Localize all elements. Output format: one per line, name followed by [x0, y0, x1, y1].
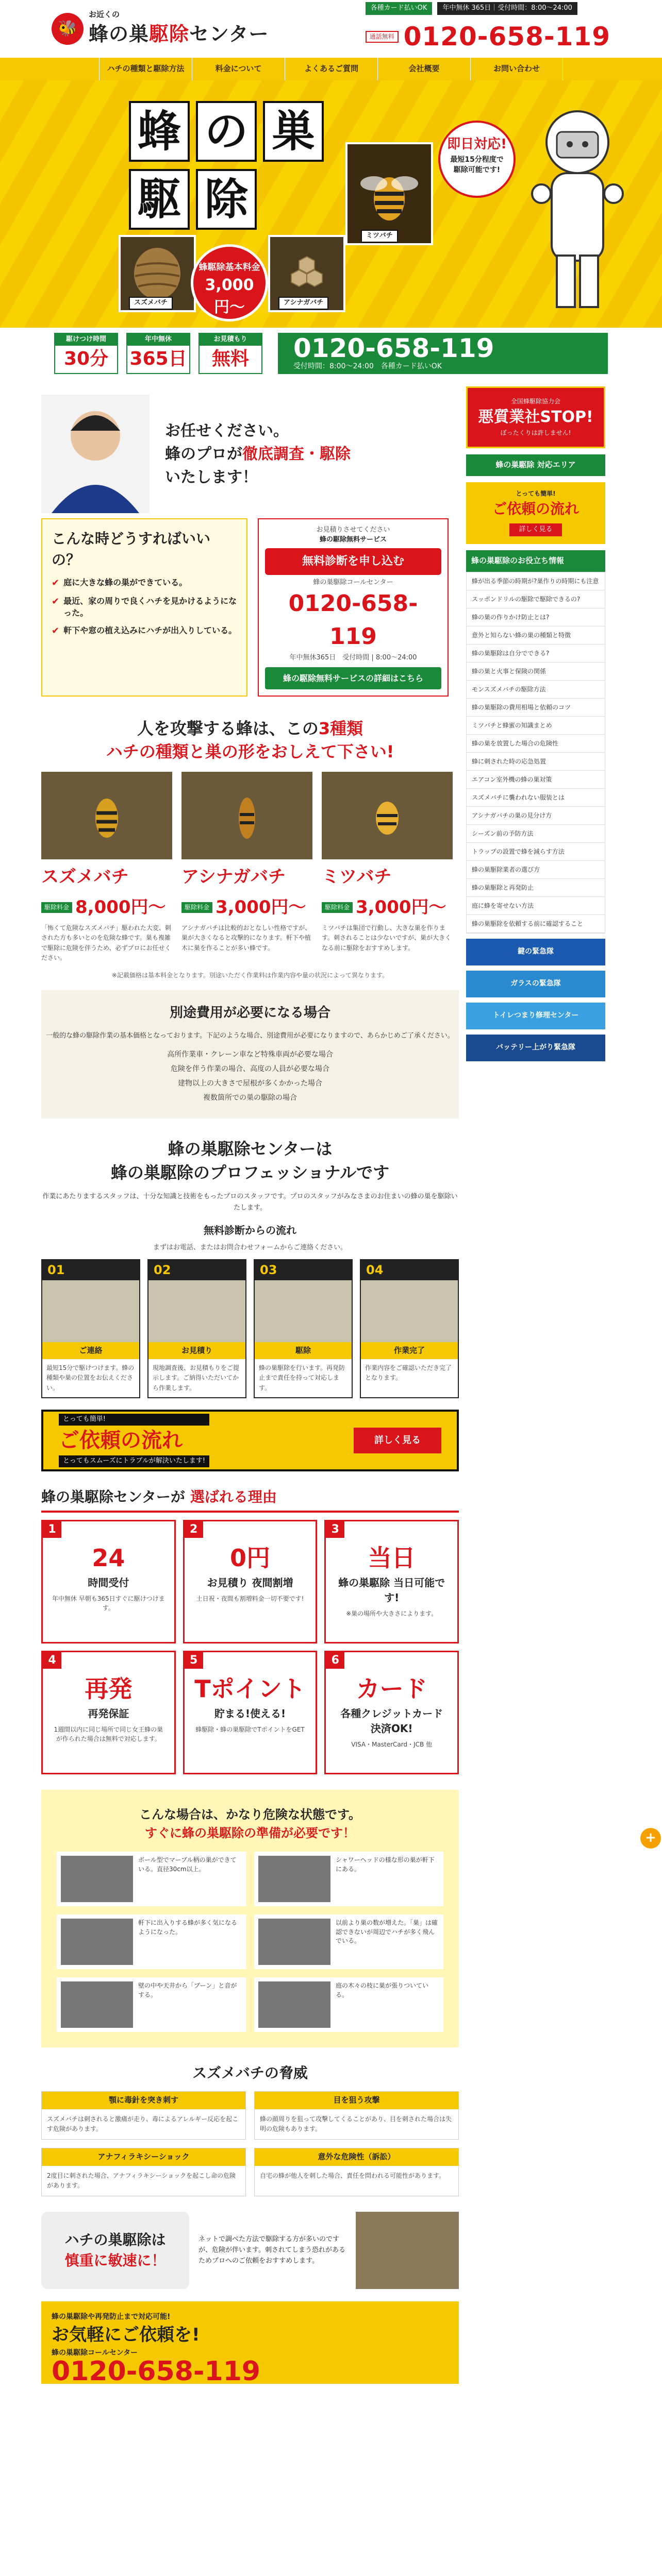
- info-strip: [0, 328, 662, 379]
- threat-title: スズメバチの脅威: [192, 2064, 308, 2082]
- extra-cost-title: 別途費用が必要になる場合: [169, 1005, 330, 1021]
- side-partner-banner[interactable]: 鍵の緊急隊: [466, 939, 605, 965]
- estimate-value: 無料: [211, 348, 249, 370]
- bottom-cta-center: 蜂の巣駆除コールセンター: [52, 2348, 138, 2357]
- price-tag: 駆除料金: [41, 902, 72, 913]
- side-article-link[interactable]: エアコン室外機の蜂の巣対策: [467, 771, 605, 789]
- careful-section: [41, 2212, 459, 2289]
- honeybee-card-photo: [322, 772, 453, 859]
- side-article-link[interactable]: スズメバチに襲われない服装とは: [467, 789, 605, 807]
- bee-types-heading: 人を攻撃する蜂は、この3種類 ハチの種類と巣の形をおしえて下さい!: [106, 719, 394, 761]
- estimate-label: お見積もり: [200, 334, 261, 346]
- worker-illustration: [526, 101, 629, 317]
- side-article-link[interactable]: 蜂の巣駆除の費用相場と依頼のコツ: [467, 699, 605, 717]
- arrival-time-value: 30分: [63, 348, 109, 370]
- side-banner-small: 全国蜂駆除協力会: [510, 397, 560, 405]
- bee-price: 8,000円〜: [75, 896, 166, 918]
- sidebar: [466, 379, 605, 2384]
- side-article-link[interactable]: 蜂の巣駆除を依頼する前に確認すること: [467, 915, 605, 933]
- side-partner-banner[interactable]: トイレつまり修理センター: [466, 1003, 605, 1029]
- price-note: ※記載価格は基本料金となります。別途いただく作業料は作業内容や量の状況によって異なります。: [111, 971, 389, 979]
- step-photo: [361, 1280, 458, 1342]
- open-days-box: [126, 333, 190, 374]
- hero-bee-label: アシナガバチ: [278, 297, 328, 310]
- intro-section: [41, 379, 459, 518]
- side-stop-banner[interactable]: [466, 386, 605, 448]
- request-flow-banner[interactable]: [41, 1410, 459, 1471]
- side-flow-button[interactable]: 詳しく見る: [509, 523, 561, 536]
- price-tag: 駆除料金: [322, 902, 353, 913]
- same-day-sub: 最短15分程度で: [450, 155, 504, 164]
- reason-card: 5 Tポイント 貯まる!使える! 蜂駆除・蜂の巣駆除でTポイントをGET: [183, 1651, 318, 1774]
- step-photo: [42, 1280, 139, 1342]
- call-center-label: 蜂の巣駆除コールセンター: [313, 578, 393, 586]
- hero-bee-label: スズメバチ: [129, 297, 173, 310]
- bee-cards: [41, 772, 459, 963]
- nest-photo: [258, 1919, 330, 1965]
- hornet-photo: [41, 772, 172, 859]
- step-photo: [255, 1280, 352, 1342]
- page-top-button[interactable]: +: [640, 1828, 661, 1849]
- hero-char: 駆: [129, 169, 190, 230]
- intro-highlight: 徹底調査・駆除: [242, 445, 351, 463]
- danger-item: 以前より巣の数が増えた。「巣」は確認できないが周辺でハチが多く飛んでいる。: [254, 1914, 443, 1969]
- banner-sub2: とってもスムーズにトラブルが解決いたします!: [59, 1455, 209, 1467]
- nav-item-faq[interactable]: よくあるご質問: [285, 58, 377, 80]
- hero-char: 除: [196, 169, 257, 230]
- same-day-sub2: 駆除可能です!: [453, 165, 501, 174]
- side-article-link[interactable]: モンスズメバチの駆除方法: [467, 681, 605, 699]
- cta-service: 蜂の駆除無料サービス: [319, 535, 387, 544]
- careful-text: ネットで調べた方法で駆除する方が多いのですが、危険が伴います。刺されてしまう恐れがあるためプロへのご依頼をおすすめします。: [198, 2235, 345, 2265]
- cta-label: お見積りさせてください: [316, 526, 390, 534]
- base-price-label: 蜂駆除基本料金: [198, 262, 260, 273]
- bee-logo-icon: 🐝: [52, 13, 84, 45]
- intro-line: いたします！: [165, 468, 258, 486]
- side-article-link[interactable]: 蜂の巣の作りかけ防止とは?: [467, 608, 605, 626]
- bee-desc: アシナガバチは比較的おとなしい性格ですが、巣が大きくなると攻撃的になります。軒下や植木に巣を作ることが多い蜂です。: [181, 924, 311, 952]
- careful-box: ハチの巣駆除は 慎重に敏速に！: [41, 2212, 189, 2289]
- danger-item: 軒下に出入りする蜂が多く気になるようになった。: [57, 1914, 246, 1969]
- side-article-link[interactable]: 蜂の巣を放置した場合の危険性: [467, 735, 605, 753]
- danger-title: こんな場合は、かなり危険な状態です。 すぐに蜂の巣駆除の準備が必要です！: [139, 1807, 361, 1841]
- danger-item: 壁の中や天井から「ブーン」と音がする。: [57, 1977, 246, 2032]
- reason-card: 2 0円 お見積り 夜間割増 土日祝・夜間も割増料金一切不要です!: [183, 1520, 318, 1643]
- site-logo[interactable]: [52, 9, 269, 49]
- cta-phone-number[interactable]: 0120-658-119: [288, 590, 418, 650]
- side-article-link[interactable]: 蜂の巣駆除は自分でできる?: [467, 645, 605, 663]
- cta-hours: 年中無休365日 受付時間 | 8:00〜24:00: [289, 654, 417, 662]
- hero-bee-label: ミツバチ: [361, 230, 398, 243]
- nav-item-company[interactable]: 会社概要: [377, 58, 470, 80]
- free-estimate-box: [258, 518, 449, 697]
- worry-item: ✔ 庭に大きな蜂の巣ができている。: [52, 577, 237, 590]
- threat-grid: [41, 2091, 459, 2196]
- bee-name: スズメバチ: [41, 866, 129, 887]
- global-nav: [0, 58, 662, 80]
- worry-box: [41, 518, 247, 697]
- side-article-link[interactable]: シーズン前の予防方法: [467, 825, 605, 843]
- side-article-link[interactable]: 蜂が出る季節の時期が?巣作りの時期にも注意: [467, 572, 605, 590]
- intro-line: お任せください。: [165, 421, 289, 440]
- side-area-link[interactable]: 蜂の巣駆除 対応エリア: [466, 454, 605, 476]
- side-article-link[interactable]: ミツバチと蜂蜜の知識まとめ: [467, 717, 605, 735]
- threat-card: 顎に毒針を突き刺す スズメバチは刺されると激痛が走り、毒によるアレルギー反応を起こす危険があります。: [41, 2091, 246, 2140]
- nest-photo: [61, 1919, 133, 1965]
- bee-name: アシナガバチ: [181, 866, 286, 887]
- side-flow-banner[interactable]: [466, 482, 605, 544]
- side-partner-banner[interactable]: バッテリー上がり緊急隊: [466, 1035, 605, 1061]
- danger-item: 庭の木々の枝に巣が張りついている。: [254, 1977, 443, 2032]
- danger-item: シャワーヘッドの様な形の巣が軒下にある。: [254, 1852, 443, 1906]
- arrival-time-label: 駆けつけ時間: [55, 334, 117, 346]
- nest-photo: [258, 1981, 330, 2028]
- reasons-section: [41, 1487, 459, 1775]
- flow-step: 02 お見積り 現地調査後、お見積もりをご提示します。ご納得いただいてから作業します。: [147, 1259, 246, 1398]
- main-content: [0, 379, 459, 2387]
- flow-step: 04 作業完了 作業内容をご確認いただき完了となります。: [360, 1259, 459, 1398]
- flow-steps: [41, 1259, 459, 1398]
- threat-card: 意外な危険性（訴訟） 自宅の蜂が他人を刺した場合、責任を問われる可能性があります。: [254, 2148, 459, 2196]
- intro-text: [165, 419, 351, 489]
- nav-item-price[interactable]: 料金について: [192, 58, 285, 80]
- header-phone[interactable]: [366, 18, 610, 56]
- side-flow-title: ご依頼の流れ: [492, 500, 579, 517]
- danger-section: [41, 1790, 459, 2047]
- nest-photo: [258, 1856, 330, 1902]
- flow-heading: 無料診断からの流れ: [204, 1224, 296, 1236]
- extra-cost-item: 高所作業車・クレーン車など特殊車両が必要な場合: [167, 1050, 333, 1059]
- reason-card: 1 24 時間受付 年中無休 早朝も365日すぐに駆けつけます。: [41, 1520, 176, 1643]
- nest-photo: [356, 2212, 459, 2289]
- reasons-heading: 蜂の巣駆除センターが 選ばれる理由: [41, 1487, 459, 1513]
- side-article-link[interactable]: スッポンドリルの駆除で駆除できるの?: [467, 590, 605, 608]
- extra-cost-section: [41, 990, 459, 1118]
- flow-step: 01 ご連絡 最短15分で駆けつけます。蜂の種類や巣の位置をお伝えください。: [41, 1259, 140, 1398]
- strip-phone-sub: 受付時間：8:00〜24:00 各種カード払いOK: [293, 362, 442, 370]
- header-phone-number[interactable]: 0120-658-119: [403, 22, 610, 52]
- threat-card: 目を狙う攻撃 蜂の顔周りを狙って攻撃してくることがあり、目を刺された場合は失明の危険もあります。: [254, 2091, 459, 2140]
- same-day-badge: [438, 121, 516, 198]
- bee-name: ミツバチ: [322, 866, 392, 887]
- apply-free-diagnosis-button[interactable]: 無料診断を申し込む: [265, 548, 441, 575]
- site-header: [0, 0, 662, 58]
- side-article-link[interactable]: 蜂に刺された時の応急処置: [467, 753, 605, 771]
- side-article-link[interactable]: 意外と知らない蜂の巣の種類と特徴: [467, 626, 605, 645]
- hero-char: の: [196, 101, 257, 162]
- extra-cost-item: 危険を伴う作業の場合、高度の人員が必要な場合: [171, 1064, 329, 1073]
- worry-section: [41, 518, 459, 697]
- nest-photo: [61, 1856, 133, 1902]
- banner-title: ご依頼の流れ: [59, 1428, 183, 1452]
- flow-step: 03 駆除 蜂の巣駆除を行います。再発防止まで責任を持って対応します。: [254, 1259, 353, 1398]
- hero-title: [108, 101, 325, 237]
- paper-wasp-photo: [181, 772, 312, 859]
- bottom-cta-label: 蜂の巣駆除や再発防止まで対応可能!: [52, 2313, 171, 2321]
- free-call-label: 通話無料: [366, 31, 399, 42]
- check-icon: ✔: [52, 578, 60, 589]
- side-flow-small: とっても簡単!: [516, 490, 556, 498]
- estimate-box: [198, 333, 262, 374]
- same-day-title: 即日対応!: [447, 137, 507, 152]
- nav-item-bee-types[interactable]: ハチの種類と駆除方法: [99, 58, 192, 80]
- bee-price: 3,000円〜: [356, 896, 446, 918]
- nav-item-contact[interactable]: お問い合わせ: [470, 58, 563, 80]
- danger-item: ボール型でマーブル柄の巣ができている。直径30cm以上。: [57, 1852, 246, 1906]
- bottom-cta-phone[interactable]: 0120-658-119: [52, 2356, 260, 2387]
- bee-card-suzumebachi[interactable]: [41, 772, 172, 963]
- logo-small-text: お近くの: [89, 9, 120, 19]
- step-photo: [148, 1280, 245, 1342]
- reason-card: 3 当日 蜂の巣駆除 当日可能です! ※巣の場所や大きさによります。: [324, 1520, 459, 1643]
- side-article-link[interactable]: 庭に蜂を寄せない方法: [467, 897, 605, 915]
- hero-char: 蜂: [129, 101, 190, 162]
- extra-cost-item: 複数箇所での巣の駆除の場合: [203, 1093, 297, 1102]
- price-tag: 駆除料金: [181, 902, 212, 913]
- strip-phone-number: 0120-658-119: [293, 333, 494, 363]
- logo-title: 蜂の巣駆除センター: [89, 23, 269, 46]
- side-partner-banner[interactable]: ガラスの緊急隊: [466, 971, 605, 997]
- side-list-heading: 蜂の巣駆除のお役立ち情報: [466, 550, 605, 572]
- bee-desc: ミツバチは集団で行動し、大きな巣を作ります。刺されることは少ないですが、巣が大きくなる前に駆除をおすすめします。: [322, 924, 452, 952]
- base-price-badge: [191, 244, 268, 321]
- arrival-time-box: [54, 333, 118, 374]
- extra-cost-item: 建物以上の大きさで屋根が多くかかった場合: [178, 1079, 322, 1088]
- check-icon: ✔: [52, 596, 60, 607]
- staff-photo: [41, 395, 150, 513]
- open-days-value: 365日: [129, 348, 187, 370]
- banner-sub: とっても簡単!: [59, 1414, 209, 1426]
- side-article-link[interactable]: トラップの設置で蜂を減らす方法: [467, 843, 605, 861]
- bottom-cta[interactable]: [41, 2301, 459, 2387]
- card-ok-tag: 各種カード払いOK: [366, 2, 433, 15]
- bee-card-mitsubachi[interactable]: [322, 772, 453, 963]
- hero-section: [0, 80, 662, 328]
- check-icon: ✔: [52, 625, 60, 636]
- pro-title: 蜂の巣駆除センターは 蜂の巣駆除のプロフェッショナルです: [110, 1139, 390, 1183]
- bee-card-ashinagabachi[interactable]: [181, 772, 312, 963]
- bottom-cta-title: お気軽にご依頼を!: [52, 2324, 200, 2345]
- side-banner-sub: ぼったくりは許しません!: [500, 429, 571, 436]
- nest-photo: [61, 1981, 133, 2028]
- hours-tag: 年中無休 365日｜受付時間：8:00〜24:00: [437, 2, 577, 15]
- reason-card: 6 カード 各種クレジットカード 決済OK! VISA・MasterCard・JCB 他: [324, 1651, 459, 1774]
- intro-line: 蜂のプロが: [165, 445, 242, 463]
- extra-cost-lead: 一般的な蜂の駆除作業の基本価格となっております。下記のような場合、別途費用が必要になりますので、あらかじめご了承ください。: [46, 1032, 454, 1040]
- strip-phone-button[interactable]: [278, 333, 608, 374]
- side-article-link[interactable]: 蜂の巣駆除と再発防止: [467, 879, 605, 897]
- side-article-link[interactable]: アシナガバチの巣の見分け方: [467, 807, 605, 825]
- bee-price: 3,000円〜: [216, 896, 306, 918]
- open-days-label: 年中無休: [127, 334, 189, 346]
- threat-card: アナフィラキシーショック 2度目に刺された場合、アナフィラキシーショックを起こし命の危険があります。: [41, 2148, 246, 2196]
- pro-desc: 作業にあたりまするスタッフは、十分な知識と技術をもったプロのスタッフです。プロのスタッフがみなさまのお住まいの蜂の巣を駆除いたします。: [42, 1192, 458, 1212]
- side-article-link[interactable]: 蜂の巣駆除業者の選び方: [467, 861, 605, 879]
- hero-char: 巣: [263, 101, 324, 162]
- worry-item: ✔ 軒下や窓の植え込みにハチが出入りしている。: [52, 624, 237, 638]
- side-banner-title: 悪質業社STOP!: [478, 408, 593, 427]
- side-article-link[interactable]: 蜂の巣と火事と保険の関係: [467, 663, 605, 681]
- base-price-value: 3,000円〜: [205, 276, 254, 317]
- worry-item: ✔ 最近、家の周りで良くハチを見かけるようになった。: [52, 595, 237, 619]
- service-detail-button[interactable]: 蜂の駆除無料サービスの詳細はこちら: [265, 667, 441, 689]
- reason-card: 4 再発 再発保証 1週間以内に同じ場所で同じ女王蜂の巣が作られた場合は無料で対応します。: [41, 1651, 176, 1774]
- side-article-list: [466, 572, 605, 934]
- bee-desc: 「怖くて危険なスズメバチ」駆われた大変、刺された方も多いとのを危険な蜂です。巣も複雑で駆除に危険を伴うため、必ずプロにお任せください。: [41, 924, 171, 961]
- worry-title: こんな時どうすればいいの？: [52, 530, 211, 568]
- banner-detail-button[interactable]: 詳しく見る: [354, 1428, 441, 1453]
- flow-lead: まずはお電話、またはお問合わせフォームからご連絡ください。: [153, 1243, 347, 1251]
